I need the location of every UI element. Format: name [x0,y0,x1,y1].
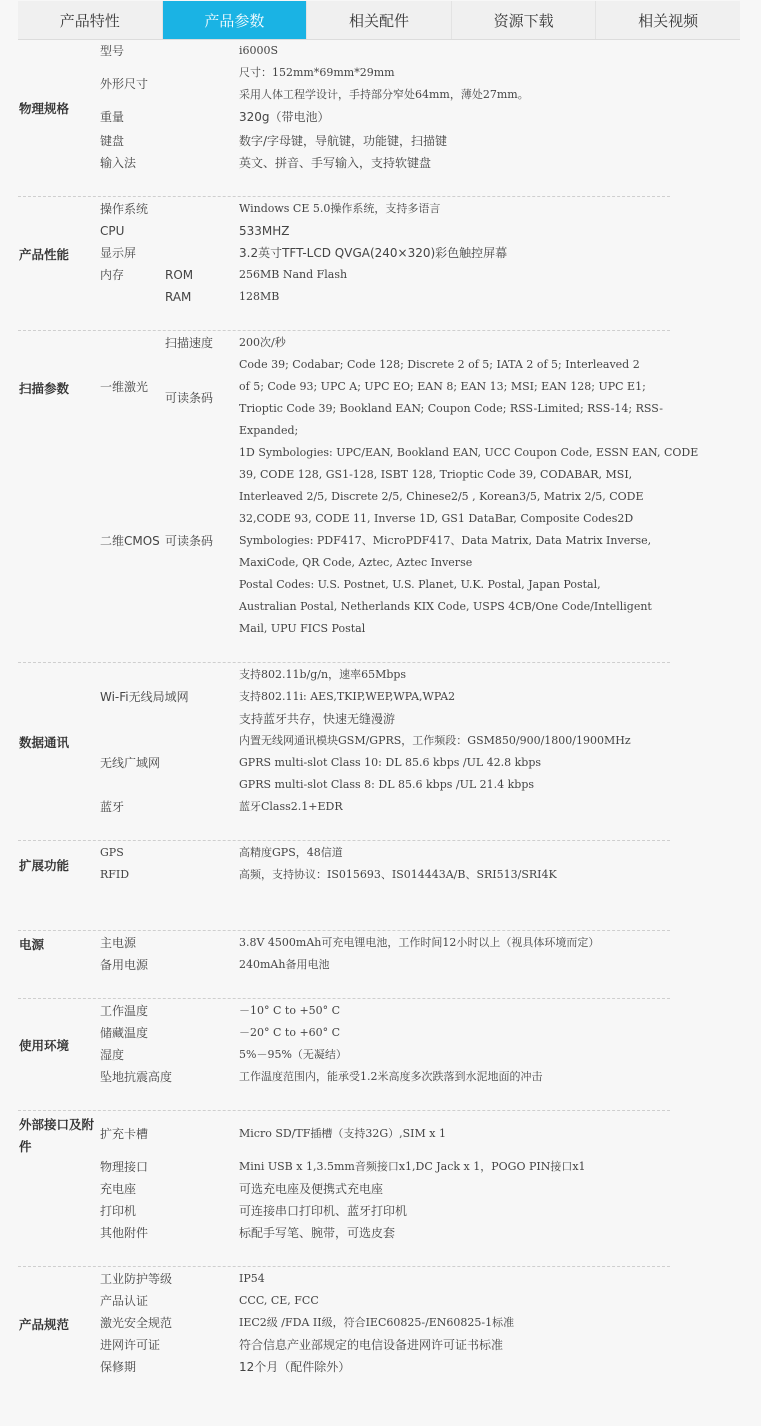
spec-key: 操作系统 [100,202,149,216]
divider [18,662,670,663]
spec-key: CPU [100,224,125,238]
tab-videos[interactable]: 相关视频 [638,11,699,30]
section-title: 电源 [19,937,45,952]
spec-value: Symbologies: PDF417、MicroPDF417、Data Matrix, Data Matrix Inverse, [239,534,652,547]
spec-value: Code 39; Codabar; Code 128; Discrete 2 of 5; IATA 2 of 5; Interleaved 2 [239,358,640,371]
divider [18,1110,670,1111]
spec-value: 533MHZ [239,224,290,238]
spec-value: 高频，支持协议：IS015693、IS014443A/B、SRI513/SRI4K [239,868,557,881]
divider [18,840,670,841]
section-title: 数据通讯 [19,735,70,750]
spec-subkey: RAM [165,290,192,304]
spec-value: Interleaved 2/5, Discrete 2/5, Chinese2/5 , Korean3/5, Matrix 2/5, CODE [239,490,644,503]
spec-value: 英文、拼音、手写输入，支持软键盘 [239,156,432,170]
spec-value: 5%－95%（无凝结） [239,1048,347,1061]
spec-key: 产品认证 [100,1294,149,1308]
spec-value: Windows CE 5.0操作系统，支持多语言 [239,202,441,215]
spec-value: 320g（带电池） [239,110,330,124]
section-title: 外部接口及附件 [19,1117,95,1154]
spec-value: Mini USB x 1,3.5mm音频接口x1,DC Jack x 1，POGO PIN接口x1 [239,1160,586,1173]
spec-key: 一维激光 [100,380,149,394]
spec-value: Postal Codes: U.S. Postnet, U.S. Planet, U.K. Postal, Japan Postal, [239,578,601,591]
spec-key: 激光安全规范 [100,1316,173,1330]
spec-value: 工作温度范围内，能承受1.2米高度多次跌落到水泥地面的冲击 [239,1070,543,1083]
spec-value: －20° C to +60° C [239,1026,341,1039]
spec-value: 高精度GPS，48信道 [239,846,343,859]
spec-value: IEC2级 /FDA II级，符合IEC60825-/EN60825-1标准 [239,1316,515,1329]
spec-key: 型号 [100,44,125,58]
spec-value: 128MB [239,290,280,303]
spec-value: 3.2英寸TFT-LCD QVGA(240×320)彩色触控屏幕 [239,246,508,260]
spec-key: 无线广域网 [100,756,161,770]
spec-subkey: ROM [165,268,194,282]
spec-key: GPS [100,846,124,859]
spec-key: Wi-Fi无线局域网 [100,690,189,704]
spec-value: 标配手写笔、腕带，可选皮套 [239,1226,396,1240]
spec-key: 保修期 [100,1360,137,1374]
divider [18,330,670,331]
section-title: 产品性能 [19,247,70,262]
spec-key: 主电源 [100,936,137,950]
spec-value: 200次/秒 [239,336,286,349]
divider [18,1266,670,1267]
spec-value: 可选充电座及便携式充电座 [239,1182,384,1196]
spec-value: 240mAh备用电池 [239,958,330,971]
spec-value: i6000S [239,44,279,57]
spec-value: Mail, UPU FICS Postal [239,622,366,635]
section-title: 物理规格 [19,101,70,116]
spec-key: RFID [100,868,130,881]
spec-value: 1D Symbologies: UPC/EAN, Bookland EAN, UCC Coupon Code, ESSN EAN, CODE [239,446,699,459]
spec-subkey: 可读条码 [165,391,214,405]
spec-value: of 5; Code 93; UPC A; UPC EO; EAN 8; EAN 13; MSI; EAN 128; UPC E1; [239,380,646,393]
spec-value: 12个月（配件除外） [239,1360,351,1374]
spec-key: 扩充卡槽 [100,1127,149,1141]
divider [18,998,670,999]
spec-value: Expanded; [239,424,299,437]
spec-value: Australian Postal, Netherlands KIX Code, USPS 4CB/One Code/Intelligent [239,600,652,613]
spec-value: 支持蓝牙共存，快速无缝漫游 [239,712,396,726]
spec-value: 可连接串口打印机、蓝牙打印机 [239,1204,408,1218]
spec-value: 支持802.11b/g/n，速率65Mbps [239,668,407,681]
tab-accessories[interactable]: 相关配件 [307,1,452,39]
spec-key: 充电座 [100,1182,137,1196]
spec-value: CCC, CE, FCC [239,1294,319,1307]
spec-value: 蓝牙Class2.1+EDR [239,800,343,813]
spec-key: 打印机 [100,1204,137,1218]
spec-value: 支持802.11i: AES,TKIP,WEP,WPA,WPA2 [239,690,456,703]
spec-key: 物理接口 [100,1160,149,1174]
tab-bar [18,1,740,40]
spec-value: MaxiCode, QR Code, Aztec, Aztec Inverse [239,556,473,569]
spec-value: Micro SD/TF插槽（支持32G）,SIM x 1 [239,1127,446,1140]
spec-key: 键盘 [100,134,125,148]
spec-value: 39, CODE 128, GS1-128, ISBT 128, Trioptic Code 39, CODABAR, MSI, [239,468,633,481]
divider [18,196,670,197]
spec-subkey: 可读条码 [165,534,214,548]
section-title: 扫描参数 [19,381,70,396]
divider [18,930,670,931]
spec-key: 蓝牙 [100,800,125,814]
spec-key: 工业防护等级 [100,1272,173,1286]
spec-value: 3.8V 4500mAh可充电锂电池，工作时间12小时以上（视具体环境而定） [239,936,600,949]
spec-value: IP54 [239,1272,265,1285]
spec-value: Trioptic Code 39; Bookland EAN; Coupon Code; RSS-Limited; RSS-14; RSS- [239,402,663,415]
spec-value: 数字/字母键，导航键，功能键，扫描键 [239,134,448,148]
spec-key: 备用电源 [100,958,149,972]
section-title: 产品规范 [19,1317,70,1332]
spec-key: 二维CMOS [100,534,160,548]
tab-parameters[interactable]: 产品参数 [163,1,308,39]
spec-key: 内存 [100,268,125,282]
spec-key: 其他附件 [100,1226,149,1240]
spec-key: 工作温度 [100,1004,149,1018]
section-title: 使用环境 [19,1038,70,1053]
spec-key: 储藏温度 [100,1026,149,1040]
spec-value: GPRS multi-slot Class 8: DL 85.6 kbps /UL 21.4 kbps [239,778,535,791]
spec-subkey: 扫描速度 [165,336,214,350]
tab-downloads[interactable]: 资源下载 [452,1,597,39]
spec-value: 256MB Nand Flash [239,268,348,281]
spec-key: 重量 [100,110,125,124]
spec-value: 采用人体工程学设计，手持部分窄处64mm，薄处27mm。 [239,88,529,101]
section-title: 扩展功能 [19,858,70,873]
spec-value: 符合信息产业部规定的电信设备进网许可证书标准 [239,1338,504,1352]
spec-key: 显示屏 [100,246,137,260]
spec-key: 坠地抗震高度 [100,1070,173,1084]
spec-value: 尺寸：152mm*69mm*29mm [239,66,395,79]
spec-value: －10° C to +50° C [239,1004,341,1017]
spec-value: 32,CODE 93, CODE 11, Inverse 1D, GS1 DataBar, Composite Codes2D [239,512,634,525]
spec-key: 湿度 [100,1048,125,1062]
spec-key: 输入法 [100,156,137,170]
spec-value: GPRS multi-slot Class 10: DL 85.6 kbps /UL 42.8 kbps [239,756,542,769]
spec-key: 进网许可证 [100,1338,161,1352]
spec-value: 内置无线网通讯模块GSM/GPRS，工作频段：GSM850/900/1800/1900MHz [239,734,631,747]
spec-key: 外形尺寸 [100,77,149,91]
tab-features[interactable]: 产品特性 [18,1,163,39]
